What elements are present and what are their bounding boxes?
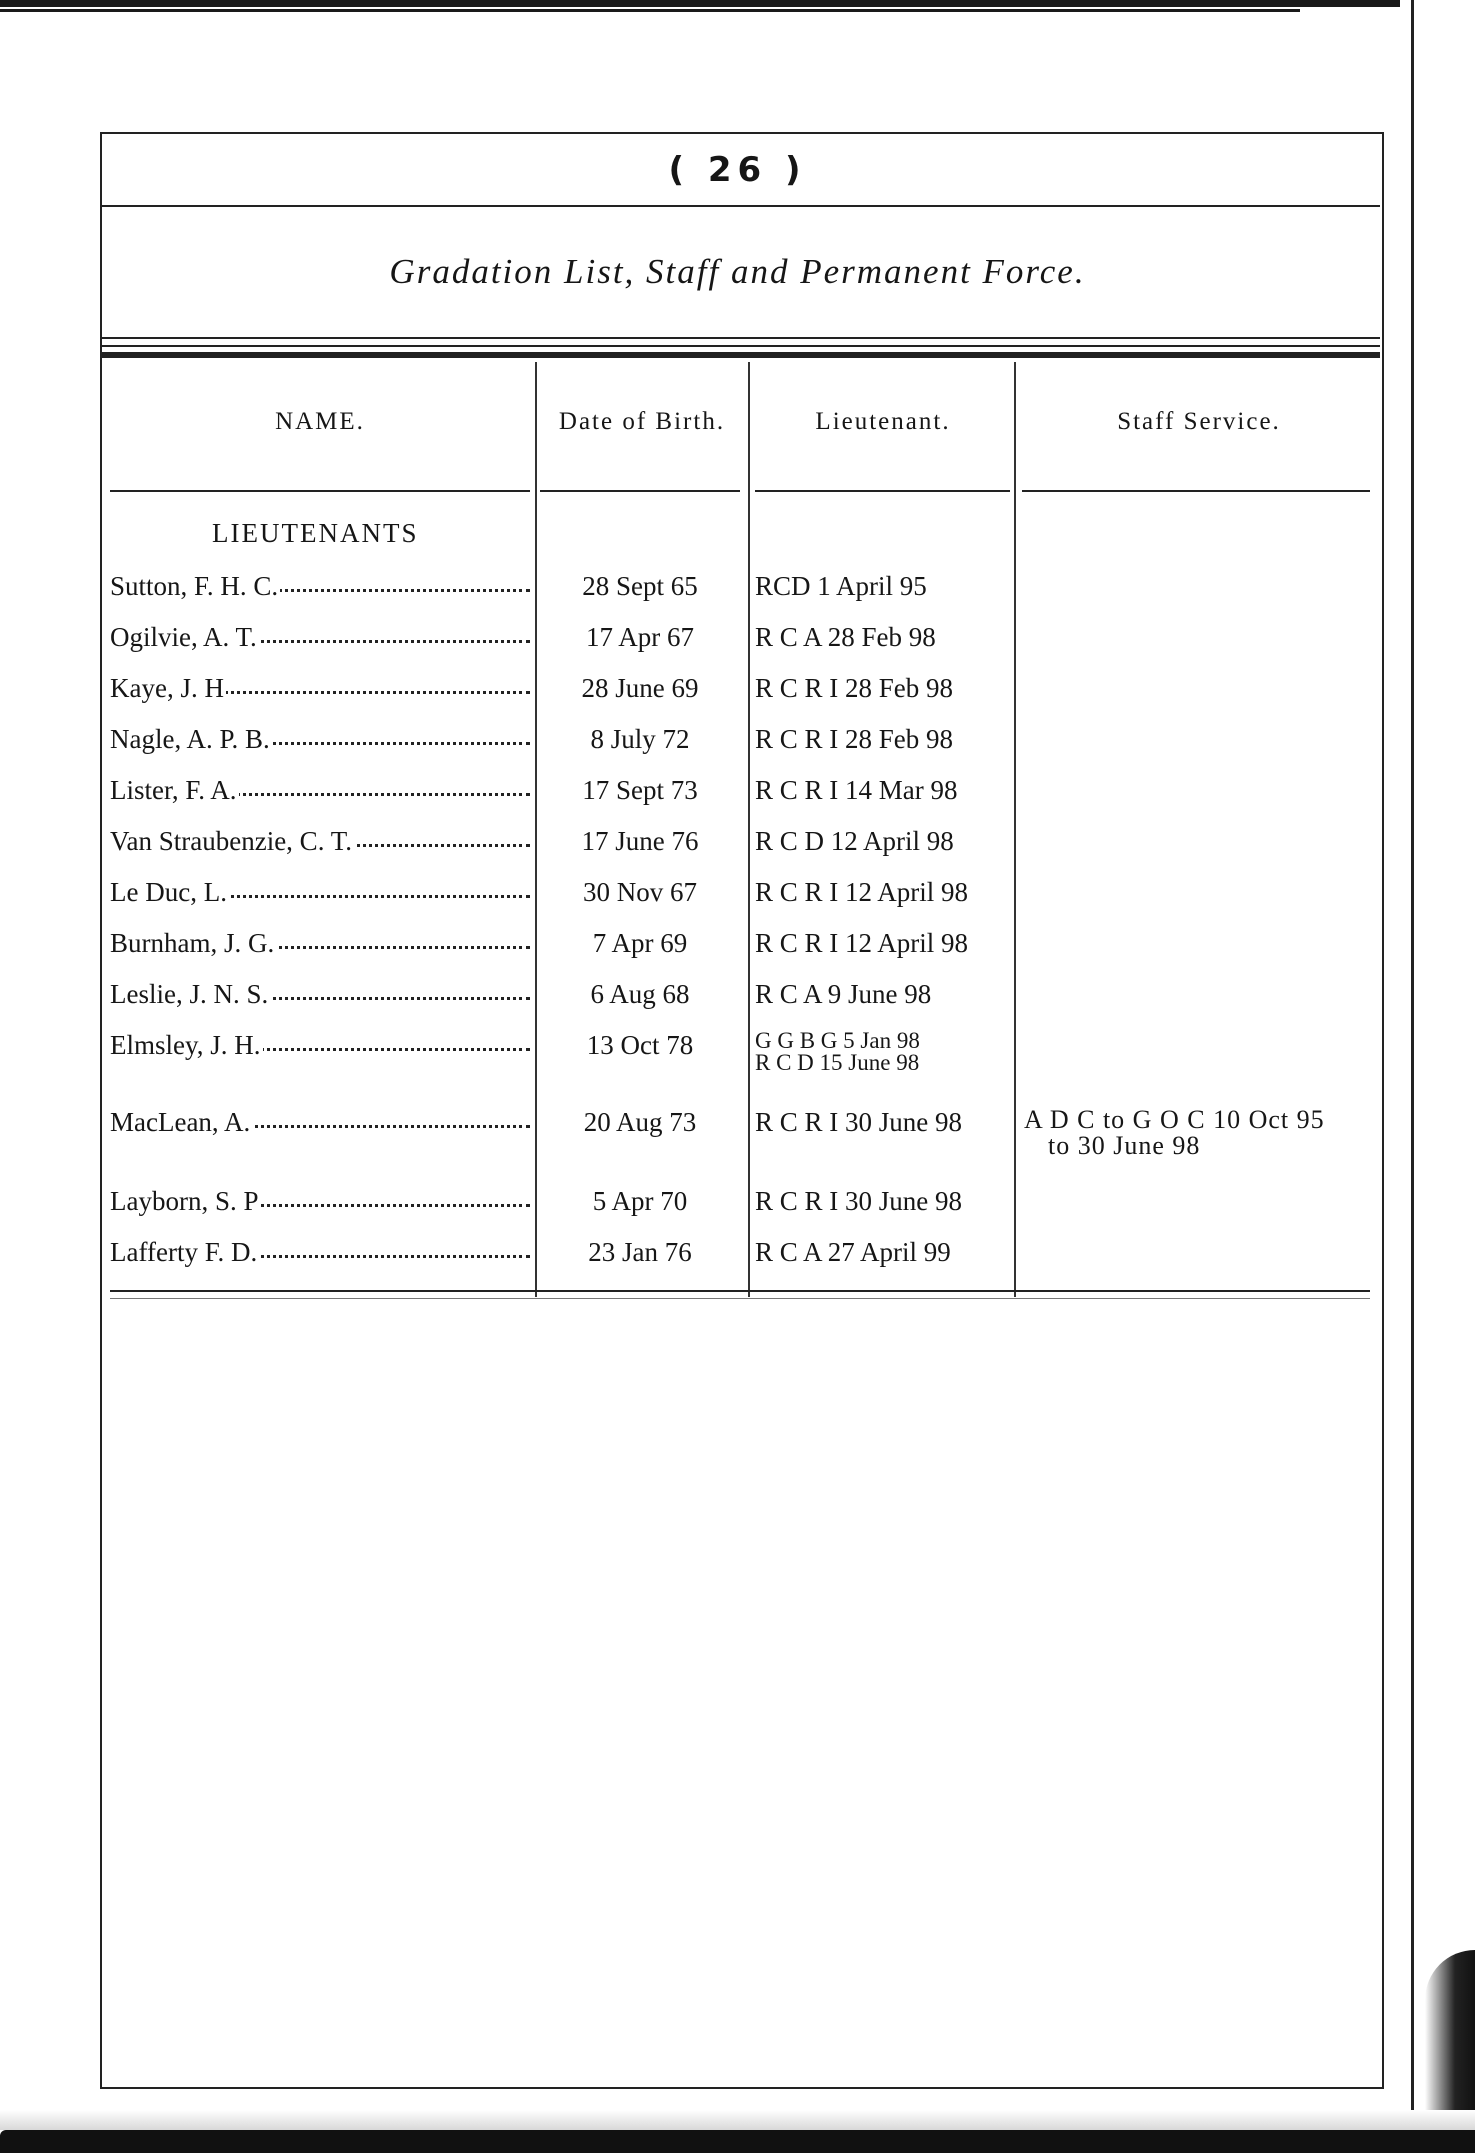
table-row [0,673,1475,713]
dob-cell: 8 July 72 [590,724,690,754]
name-cell: Nagle, A. P. B. [110,724,530,755]
lieutenant-cell: R C A 27 April 99 [755,1237,951,1267]
scan-bottom-edge [0,2130,1475,2153]
header-underline-staff [1022,490,1370,492]
lieutenant-cell: RCD 1 April 95 [755,571,927,601]
lieutenant-cell [755,1030,1015,1074]
dob-cell: 30 Nov 67 [583,877,697,907]
table-row [0,622,1475,662]
name-cell: Van Straubenzie, C. T. [110,826,530,857]
dob-cell: 28 June 69 [581,673,699,703]
dob-cell: 17 Sept 73 [582,775,698,805]
lieutenant-cell: R C R I 28 Feb 98 [755,724,954,754]
lieutenant-cell: R C R I 30 June 98 [755,1107,963,1137]
lieutenant-cell: R C R I 30 June 98 [755,1186,963,1216]
dob-cell: 7 Apr 69 [592,928,688,958]
name-cell: Sutton, F. H. C. [110,571,530,602]
name-cell: Lafferty F. D. [110,1237,530,1268]
table-row [0,775,1475,815]
name-cell: Ogilvie, A. T. [110,622,530,653]
table-row [0,724,1475,764]
dob-cell: 13 Oct 78 [586,1030,694,1060]
table-row [0,928,1475,968]
column-header-lieutenant: Lieutenant. [815,408,951,435]
name-cell: Kaye, J. H [110,673,530,704]
title-rule-thin [102,337,1380,339]
dob-cell: 17 Apr 67 [586,622,694,652]
lieutenant-line-2: R C D 15 June 98 [755,1050,920,1075]
divider-under-page-number [102,205,1380,207]
dob-cell: 23 Jan 76 [588,1237,692,1267]
dob-cell: 17 June 76 [581,826,699,856]
lieutenant-cell: R C A 9 June 98 [755,979,932,1009]
name-cell: MacLean, A. [110,1107,530,1138]
title-rule-thin-2 [102,345,1380,347]
lieutenant-cell: R C D 12 April 98 [755,826,954,856]
header-underline-lieutenant [755,490,1010,492]
dob-cell: 5 Apr 70 [592,1186,688,1216]
scan-top-edge [0,0,1400,7]
table-bottom-rule [110,1290,1370,1292]
name-cell: Le Duc, L. [110,877,530,908]
dob-cell: 6 Aug 68 [590,979,690,1009]
page-number: ( 26 ) [668,150,807,190]
lieutenant-cell: R C A 28 Feb 98 [755,622,936,652]
dob-cell: 20 Aug 73 [583,1107,697,1137]
table-row [0,1186,1475,1226]
scan-bottom-shade [0,2110,1475,2130]
column-header-dob: Date of Birth. [558,408,726,435]
dob-cell: 28 Sept 65 [582,571,698,601]
name-cell: Leslie, J. N. S. [110,979,530,1010]
table-row [0,1237,1475,1277]
lieutenant-cell: R C R I 12 April 98 [755,928,969,958]
staff-line-2: to 30 June 98 [1048,1131,1201,1160]
table-row [0,979,1475,1019]
table-row [0,1030,1475,1090]
title-rule-thick [102,352,1380,358]
section-heading: LIEUTENANTS [212,518,419,548]
table-row [0,571,1475,611]
header-underline-name [110,490,530,492]
header-underline-dob [540,490,740,492]
page-title: Gradation List, Staff and Permanent Force. [389,252,1086,291]
lieutenant-cell: R C R I 14 Mar 98 [755,775,958,805]
name-cell: Burnham, J. G. [110,928,530,959]
name-cell: Elmsley, J. H. [110,1030,530,1061]
name-cell: Layborn, S. P [110,1186,530,1217]
table-bottom-rule-thin [110,1298,1370,1299]
scan-top-edge-line [0,9,1300,12]
table-row [0,826,1475,866]
column-header-staff: Staff Service. [1117,408,1281,435]
table-row [0,877,1475,917]
name-cell: Lister, F. A. [110,775,530,806]
lieutenant-cell: R C R I 12 April 98 [755,877,969,907]
column-header-name: NAME. [275,408,365,435]
lieutenant-cell: R C R I 28 Feb 98 [755,673,954,703]
staff-line-1: A D C to G O C 10 Oct 95 [1024,1105,1325,1134]
table-row [0,1107,1475,1167]
lieutenant-line-1: G G B G 5 Jan 98 [755,1028,920,1053]
staff-service-cell [1024,1107,1384,1159]
